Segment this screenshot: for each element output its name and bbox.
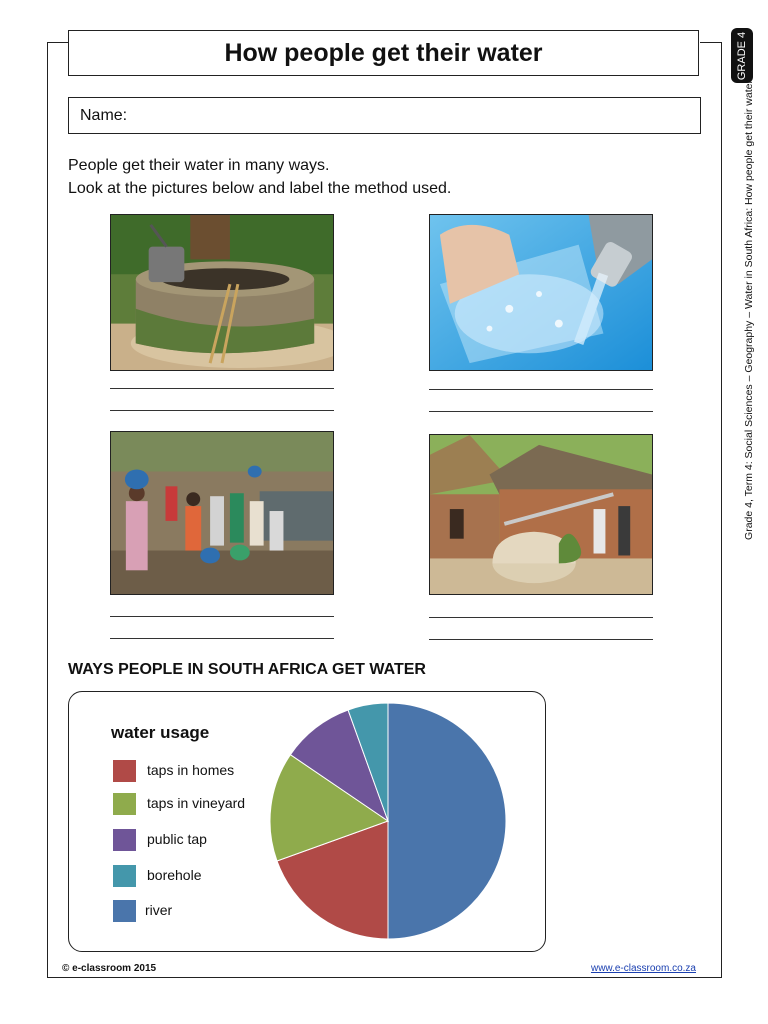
photo-rainwater-tank	[429, 434, 653, 595]
pie-chart	[258, 699, 518, 944]
name-label: Name:	[80, 106, 128, 124]
name-field[interactable]	[68, 97, 701, 134]
photo-tap-glass	[429, 214, 653, 371]
footer-copyright: © e-classroom 2015	[62, 963, 157, 974]
answer-line-tap-1[interactable]	[429, 389, 653, 390]
answer-line-well-2[interactable]	[110, 410, 334, 411]
answer-line-river-1[interactable]	[110, 616, 334, 617]
frame-top-edge	[47, 42, 68, 43]
frame-top-edge	[700, 42, 722, 43]
photo-river-collection	[110, 431, 334, 595]
legend-label-taps-in-homes: taps in homes	[147, 762, 235, 778]
answer-line-tank-1[interactable]	[429, 617, 653, 618]
legend-swatch-taps-in-vineyard	[113, 793, 136, 815]
legend-swatch-taps-in-homes	[113, 760, 136, 782]
chart-title: water usage	[111, 723, 210, 742]
instruction-line-1: People get their water in many ways.	[68, 157, 330, 174]
legend-label-river: river	[145, 902, 173, 918]
legend-label-borehole: borehole	[147, 867, 202, 883]
photo-well	[110, 214, 334, 371]
legend-swatch-public-tap	[113, 829, 136, 851]
answer-line-river-2[interactable]	[110, 638, 334, 639]
instruction-line-2: Look at the pictures below and label the method used.	[68, 180, 452, 197]
answer-line-well-1[interactable]	[110, 388, 334, 389]
page-title: How people get their water	[68, 30, 699, 76]
legend-swatch-river	[113, 900, 136, 922]
answer-line-tap-2[interactable]	[429, 411, 653, 412]
chart-section-heading: WAYS PEOPLE IN SOUTH AFRICA GET WATER	[68, 661, 426, 678]
answer-line-tank-2[interactable]	[429, 639, 653, 640]
grade-tab-label: GRADE 4	[736, 31, 748, 81]
legend-label-taps-in-vineyard: taps in vineyard	[147, 795, 246, 811]
pie-slice-river	[388, 703, 506, 939]
legend-label-public-tap: public tap	[147, 831, 207, 847]
sidebar-breadcrumb: Grade 4, Term 4: Social Sciences – Geography – Water in South Africa: How people get their water	[743, 80, 755, 540]
instructions	[68, 154, 451, 200]
legend-swatch-borehole	[113, 865, 136, 887]
footer-link[interactable]: www.e-classroom.co.za	[590, 963, 696, 974]
